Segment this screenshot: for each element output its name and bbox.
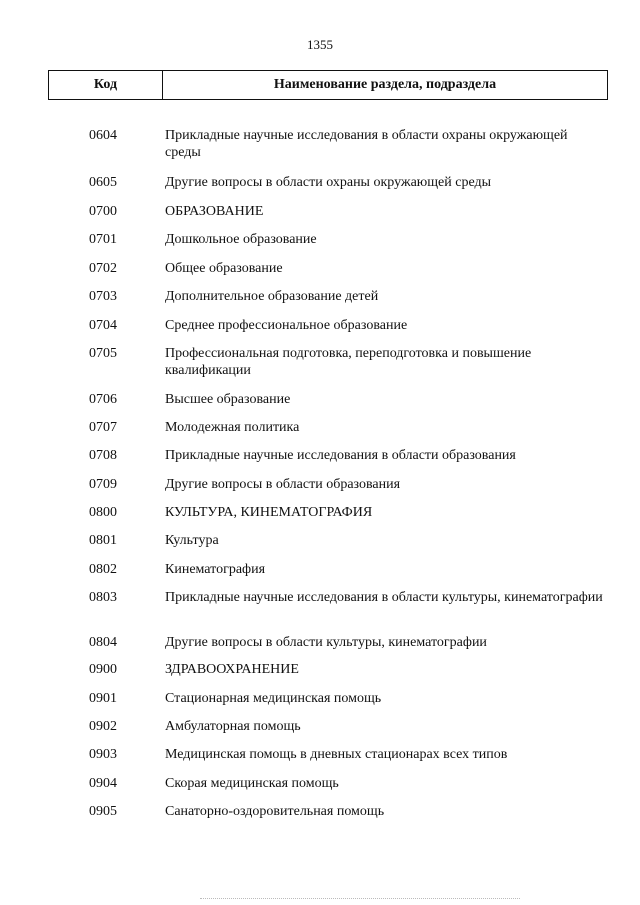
row-name: Медицинская помощь в дневных стационарах всех типов bbox=[165, 747, 508, 762]
row-name: Молодежная политика bbox=[165, 420, 300, 435]
row-name: Дошкольное образование bbox=[165, 232, 317, 247]
row-code: 0703 bbox=[89, 289, 117, 304]
row-code: 0905 bbox=[89, 804, 117, 819]
row-name: Дополнительное образование детей bbox=[165, 289, 379, 304]
row-code: 0706 bbox=[89, 392, 117, 407]
row-name: Другие вопросы в области культуры, кинематографии bbox=[165, 635, 487, 650]
row-name: Кинематография bbox=[165, 562, 266, 577]
row-code: 0707 bbox=[89, 420, 117, 435]
header-name: Наименование раздела, подраздела bbox=[273, 77, 497, 92]
row-name: Прикладные научные исследования в области культуры, кинематографии bbox=[165, 590, 603, 605]
header-code: Код bbox=[49, 71, 163, 99]
row-code: 0709 bbox=[89, 477, 117, 492]
row-name: Санаторно-оздоровительная помощь bbox=[165, 804, 385, 819]
row-name: Прикладные научные исследования в области охраны окружающей среды bbox=[165, 128, 568, 160]
row-name: Другие вопросы в области образования bbox=[165, 477, 401, 492]
row-name: Прикладные научные исследования в области образования bbox=[165, 448, 516, 463]
row-code: 0903 bbox=[89, 747, 117, 762]
row-name: Другие вопросы в области охраны окружающей среды bbox=[165, 175, 491, 190]
row-name: ЗДРАВООХРАНЕНИЕ bbox=[165, 662, 299, 677]
page-number: 1355 bbox=[307, 37, 333, 52]
row-code: 0604 bbox=[89, 128, 117, 143]
row-name: Амбулаторная помощь bbox=[165, 719, 301, 734]
row-code: 0801 bbox=[89, 533, 117, 548]
row-name: Стационарная медицинская помощь bbox=[165, 691, 382, 706]
row-name: Общее образование bbox=[165, 261, 283, 276]
row-code: 0605 bbox=[89, 175, 117, 190]
row-code: 0701 bbox=[89, 232, 117, 247]
row-code: 0804 bbox=[89, 635, 117, 650]
row-code: 0705 bbox=[89, 346, 117, 361]
row-name: Скорая медицинская помощь bbox=[165, 776, 339, 791]
row-code: 0803 bbox=[89, 590, 117, 605]
row-code: 0704 bbox=[89, 318, 117, 333]
scan-artifact-line bbox=[200, 898, 520, 901]
row-code: 0901 bbox=[89, 691, 117, 706]
row-code: 0708 bbox=[89, 448, 117, 463]
row-code: 0900 bbox=[89, 662, 117, 677]
row-code: 0904 bbox=[89, 776, 117, 791]
row-name: КУЛЬТУРА, КИНЕМАТОГРАФИЯ bbox=[165, 505, 373, 520]
row-code: 0700 bbox=[89, 204, 117, 219]
row-name: Профессиональная подготовка, переподготовка и повышение квалификации bbox=[165, 346, 532, 378]
row-name: ОБРАЗОВАНИЕ bbox=[165, 204, 264, 219]
row-code: 0802 bbox=[89, 562, 117, 577]
row-name: Среднее профессиональное образование bbox=[165, 318, 408, 333]
row-name: Культура bbox=[165, 533, 219, 548]
row-code: 0902 bbox=[89, 719, 117, 734]
row-code: 0702 bbox=[89, 261, 117, 276]
table-header bbox=[48, 70, 608, 100]
row-code: 0800 bbox=[89, 505, 117, 520]
row-name: Высшее образование bbox=[165, 392, 291, 407]
